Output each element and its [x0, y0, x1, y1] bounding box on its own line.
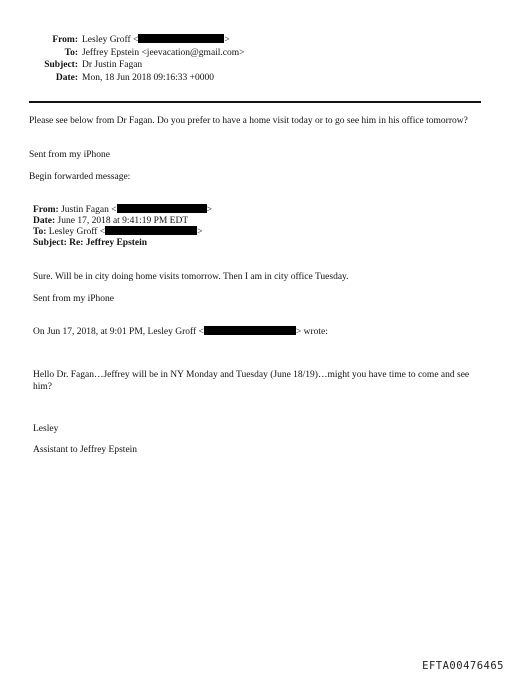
from-close: > [224, 35, 230, 45]
quote-attribution-start: On Jun 17, 2018, at 9:01 PM, Lesley Groff < [33, 327, 204, 337]
header-from-row [0, 34, 512, 47]
document-id: EFTA00476465 [422, 660, 504, 672]
forwarded-from-row [33, 204, 212, 216]
forwarded-from-close: > [206, 205, 212, 215]
sign-name: Lesley [33, 424, 59, 434]
forwarded-date-row [33, 216, 212, 227]
forward-label: Begin forwarded message: [29, 172, 131, 182]
redaction-box [204, 326, 296, 335]
forwarded-to-value: Lesley Groff < [48, 227, 106, 238]
forwarded-subject-label: Subject: [33, 237, 67, 248]
redaction-box [138, 34, 224, 43]
forwarded-date-label: Date: [33, 215, 56, 226]
quote-attribution-end: > wrote: [295, 327, 328, 337]
subject-value: Dr Justin Fagan [82, 60, 143, 71]
redaction-box [117, 204, 207, 213]
forwarded-to-row [33, 226, 212, 238]
from-value: Lesley Groff < [82, 35, 139, 45]
date-value: Mon, 18 Jun 2018 09:16:33 +0000 [82, 72, 215, 83]
forwarded-date-value: June 17, 2018 at 9:41:19 PM EDT [57, 215, 189, 226]
header-to-row [0, 47, 512, 60]
device-signature: Sent from my iPhone [29, 150, 111, 160]
redaction-box [105, 226, 197, 235]
forwarded-subject-value: Re: Jeffrey Epstein [69, 237, 148, 248]
forwarded-to-close: > [197, 227, 203, 238]
header-date-row [0, 72, 512, 85]
subject-label: Subject: [44, 60, 78, 71]
quoted-message: Hello Dr. Fagan…Jeffrey will be in NY Monday and Tuesday (June 18/19)…might you have time to come and see him? [33, 370, 470, 392]
to-value: Jeffrey Epstein <jeevacation@gmail.com> [82, 47, 245, 58]
date-label: Date: [55, 72, 78, 83]
forwarded-from-label: From: [33, 205, 59, 215]
email-header [0, 34, 512, 84]
reply-device-signature: Sent from my iPhone [33, 294, 115, 304]
forwarded-from-value: Justin Fagan < [61, 205, 117, 215]
intro-paragraph: Please see below from Dr Fagan. Do you prefer to have a home visit today or to go see him in his office tomorrow? [29, 116, 468, 126]
forwarded-to-label: To: [33, 227, 47, 238]
header-divider [29, 101, 481, 103]
forwarded-subject-row [33, 238, 212, 249]
header-subject-row [0, 59, 512, 72]
quote-attribution [33, 326, 328, 339]
from-label: From: [52, 35, 78, 45]
to-label: To: [64, 47, 78, 58]
forwarded-header [33, 204, 212, 248]
reply-text: Sure. Will be in city doing home visits tomorrow. Then I am in city office Tuesday. [33, 272, 349, 282]
sign-title: Assistant to Jeffrey Epstein [33, 445, 138, 455]
